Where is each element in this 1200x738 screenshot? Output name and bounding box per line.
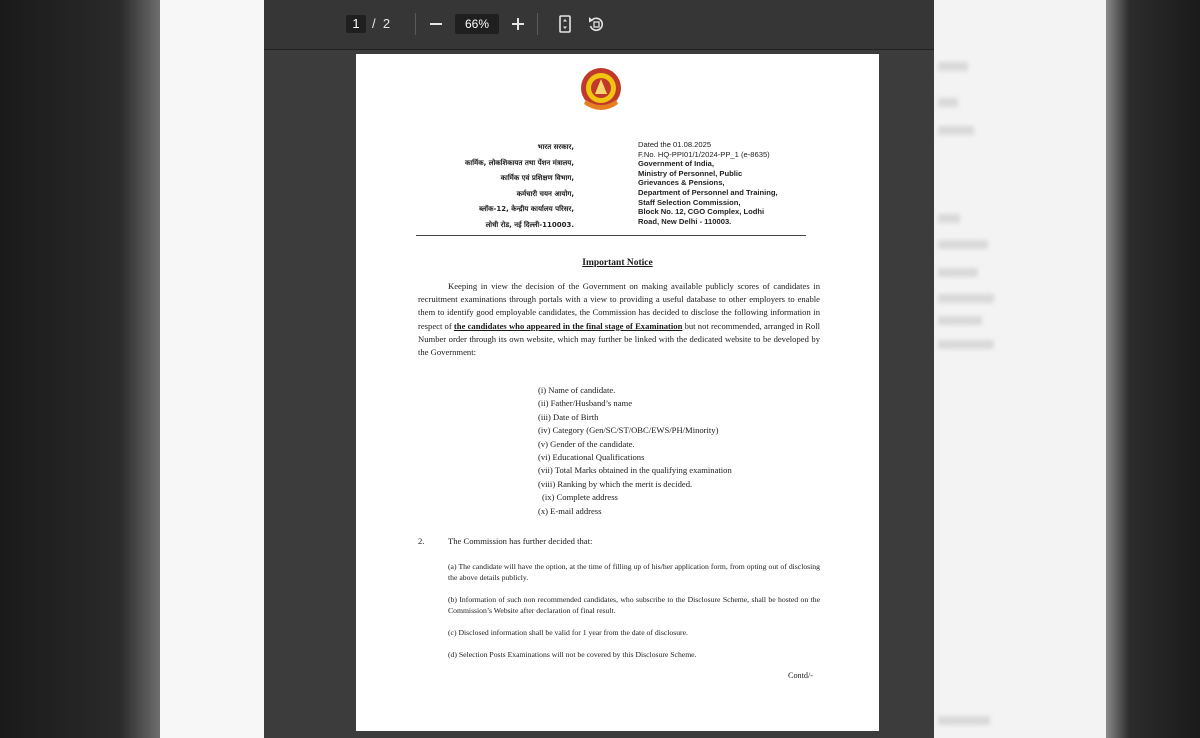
left-backdrop (0, 0, 160, 738)
sub-point: (b) Information of such non recommended candidates, who subscribe to the Disclosure Scheme, shall be hosted on the Commission’s Website after declaration of final result. (448, 595, 820, 615)
list-item: (vi) Educational Qualifications (538, 452, 645, 463)
fit-page-icon (555, 14, 575, 34)
zoom-level-display[interactable]: 66% (455, 14, 499, 34)
header-hindi-line: ब्लॉक-12, केन्द्रीय कार्यालय परिसर, (479, 205, 574, 213)
list-item: (viii) Ranking by which the merit is decided. (538, 478, 693, 489)
sub-point: (a) The candidate will have the option, at the time of filling up of his/her application form, from opting out of disclosing the above details publicly. (448, 562, 820, 582)
plus-icon (507, 12, 529, 36)
viewer-toolbar (264, 0, 934, 50)
header-divider (416, 235, 806, 236)
zoom-out-button[interactable] (425, 12, 447, 36)
list-item: (ix) Complete address (542, 492, 618, 503)
header-english-line: Department of Personnel and Training, (638, 187, 778, 197)
header-hindi (396, 140, 574, 233)
ssc-emblem-icon (578, 66, 624, 116)
list-item: (iv) Category (Gen/SC/ST/OBC/EWS/PH/Minority) (538, 425, 719, 436)
sub-point: (d) Selection Posts Examinations will not be covered by this Disclosure Scheme. (448, 650, 697, 659)
header-english (638, 140, 828, 226)
list-item: (vii) Total Marks obtained in the qualifying examination (538, 465, 732, 476)
list-item: (ii) Father/Husband’s name (538, 398, 633, 409)
right-page-margin (934, 0, 1106, 738)
pdf-page (356, 54, 879, 731)
toolbar-divider (415, 13, 416, 35)
sub-point: (c) Disclosed information shall be valid for 1 year from the date of disclosure. (448, 628, 688, 637)
header-hindi-line: कार्मिक एवं प्रशिक्षण विभाग, (500, 174, 574, 182)
header-hindi-line: कार्मिक, लोकशिकायत तथा पेंशन मंत्रालय, (465, 158, 574, 167)
rotate-icon (586, 14, 606, 34)
intro-emphasis: the candidates who appeared in the final stage of Examination (453, 320, 683, 331)
point-2-text: The Commission has further decided that: (448, 536, 593, 546)
minus-icon (425, 12, 447, 36)
header-hindi-line: कर्मचारी चयन आयोग, (516, 189, 574, 198)
list-item: (iii) Date of Birth (538, 411, 599, 422)
disclosure-list (538, 384, 732, 518)
continued-marker: Contd/- (788, 671, 814, 680)
intro-text: Keeping in view the decision of the Government on making available publicly scores of candidates in recruitment examinations through portals with a view to providing a useful database to other employers to enable them to identify good employable candidates, the Commission has decided to disclose the following information in respect of (418, 281, 820, 331)
page-count (372, 15, 390, 33)
page-separator: / (372, 16, 376, 31)
list-item: (x) E-mail address (538, 505, 602, 516)
header-english-line: Government of India, (638, 159, 714, 169)
zoom-in-button[interactable] (507, 12, 529, 36)
date-line: Dated the 01.08.2025 (638, 140, 712, 149)
toolbar-divider (537, 13, 538, 35)
list-item: (i) Name of candidate. (538, 385, 616, 395)
total-pages: 2 (382, 16, 391, 31)
file-number: F.No. HQ-PPI01/1/2024-PP_1 (e-8635) (638, 149, 770, 159)
intro-text-end: but not recommended, arranged in Roll Number order through its own website, which may further be linked with the dedicated website to be developed by the Government: (418, 320, 820, 358)
pdf-viewer (264, 0, 934, 738)
header-hindi-line: भारत सरकार, (537, 143, 574, 151)
header-english-line: Grievances & Pensions, (638, 178, 725, 188)
rotate-button[interactable] (586, 14, 606, 34)
notice-title: Important Notice (582, 258, 653, 268)
intro-paragraph (418, 280, 820, 359)
header-hindi-line: लोधी रोड, नई दिल्ली-110003. (485, 220, 574, 229)
header-english-line: Road, New Delhi - 110003. (638, 216, 732, 226)
header-english-line: Staff Selection Commission, (638, 197, 741, 207)
list-item: (v) Gender of the candidate. (538, 438, 635, 449)
point-2-number: 2. (418, 536, 425, 546)
left-page-margin (160, 0, 264, 738)
header-english-line: Block No. 12, CGO Complex, Lodhi (638, 207, 765, 217)
fit-page-button[interactable] (555, 14, 575, 34)
header-english-line: Ministry of Personnel, Public (638, 168, 743, 178)
page-number-input[interactable]: 1 (346, 15, 366, 33)
right-backdrop (1106, 0, 1200, 738)
